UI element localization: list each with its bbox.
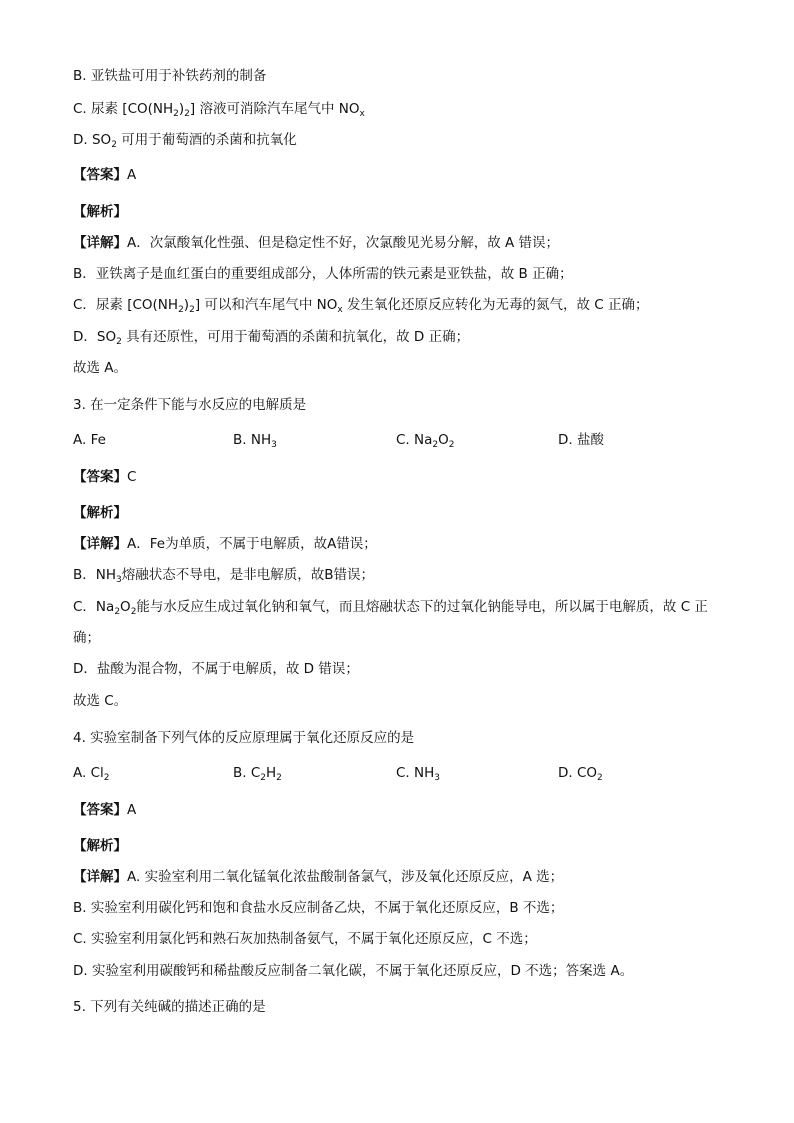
- q3-detail-line-3-cont: 确；: [73, 630, 100, 646]
- q3-option-d: D. 盐酸: [558, 432, 604, 448]
- q2-analysis-label: 【解析】: [73, 204, 127, 220]
- q4-option-c: C. $NH_3$: [396, 765, 440, 783]
- q2-option-c: C. 尿素 $[CO(NH_2)_2]$ 溶液可消除汽车尾气中 $NO_x$: [73, 101, 365, 119]
- q3-detail-line-4: D．盐酸为混合物，不属于电解质，故 D 错误；: [73, 661, 359, 677]
- q4-option-a: A. $Cl_2$: [73, 765, 110, 783]
- q4-stem: 4. 实验室制备下列气体的反应原理属于氧化还原反应的是: [73, 730, 415, 746]
- q2-detail-line-4: D．$SO_2$ 具有还原性，可用于葡萄酒的杀菌和抗氧化，故 D 正确；: [73, 329, 470, 347]
- q3-detail-line-1: 【详解】A．Fe为单质，不属于电解质，故A错误；: [73, 536, 377, 552]
- q5-stem: 5. 下列有关纯碱的描述正确的是: [73, 999, 266, 1015]
- q3-option-b: B. $NH_3$: [233, 432, 277, 450]
- q2-detail-line-1: 【详解】A．次氯酸氧化性强、但是稳定性不好，次氯酸见光易分解，故 A 错误；: [73, 235, 560, 251]
- q4-detail-line-4: D. 实验室利用碳酸钙和稀盐酸反应制备二氧化碳，不属于氧化还原反应，D 不选；答案选 A。: [73, 963, 634, 979]
- q3-analysis-label: 【解析】: [73, 505, 127, 521]
- q3-option-c: C. $Na_2O_2$: [396, 432, 455, 450]
- q4-option-d: D. $CO_2$: [558, 765, 603, 783]
- q2-conclusion: 故选 A。: [73, 360, 128, 376]
- q3-option-a: A. Fe: [73, 432, 106, 448]
- q3-conclusion: 故选 C。: [73, 693, 128, 709]
- q2-detail-line-3: C．尿素 $[CO(NH_2)_2]$ 可以和汽车尾气中 $NO_x$ 发生氧化还原反应转化为无毒的氮气，故 C 正确；: [73, 297, 649, 315]
- q4-detail-line-3: C. 实验室利用氯化钙和熟石灰加热制备氨气，不属于氧化还原反应，C 不选；: [73, 931, 537, 947]
- q2-detail-line-2: B．亚铁离子是血红蛋白的重要组成部分，人体所需的铁元素是亚铁盐，故 B 正确；: [73, 266, 573, 282]
- q3-stem: 3. 在一定条件下能与水反应的电解质是: [73, 397, 307, 413]
- q3-detail-line-2: B．$NH_3$熔融状态不导电，是非电解质，故B错误；: [73, 567, 375, 585]
- q2-option-d: D. $SO_2$ 可用于葡萄酒的杀菌和抗氧化: [73, 132, 297, 150]
- q4-detail-line-1: 【详解】A. 实验室利用二氧化锰氧化浓盐酸制备氯气，涉及氧化还原反应，A 选；: [73, 869, 564, 885]
- q3-detail-line-3: C．$Na_2O_2$能与水反应生成过氧化钠和氧气，而且熔融状态下的过氧化钠能导电，所以属于电解质，故 C 正: [73, 599, 708, 617]
- q4-option-b: B. $C_2H_2$: [233, 765, 282, 783]
- q4-analysis-label: 【解析】: [73, 838, 127, 854]
- q2-answer: 【答案】A: [73, 167, 137, 183]
- q3-answer: 【答案】C: [73, 469, 137, 485]
- q2-option-b: B. 亚铁盐可用于补铁药剂的制备: [73, 68, 267, 84]
- q4-answer: 【答案】A: [73, 802, 137, 818]
- q4-detail-line-2: B. 实验室利用碳化钙和饱和食盐水反应制备乙炔，不属于氧化还原反应，B 不选；: [73, 900, 564, 916]
